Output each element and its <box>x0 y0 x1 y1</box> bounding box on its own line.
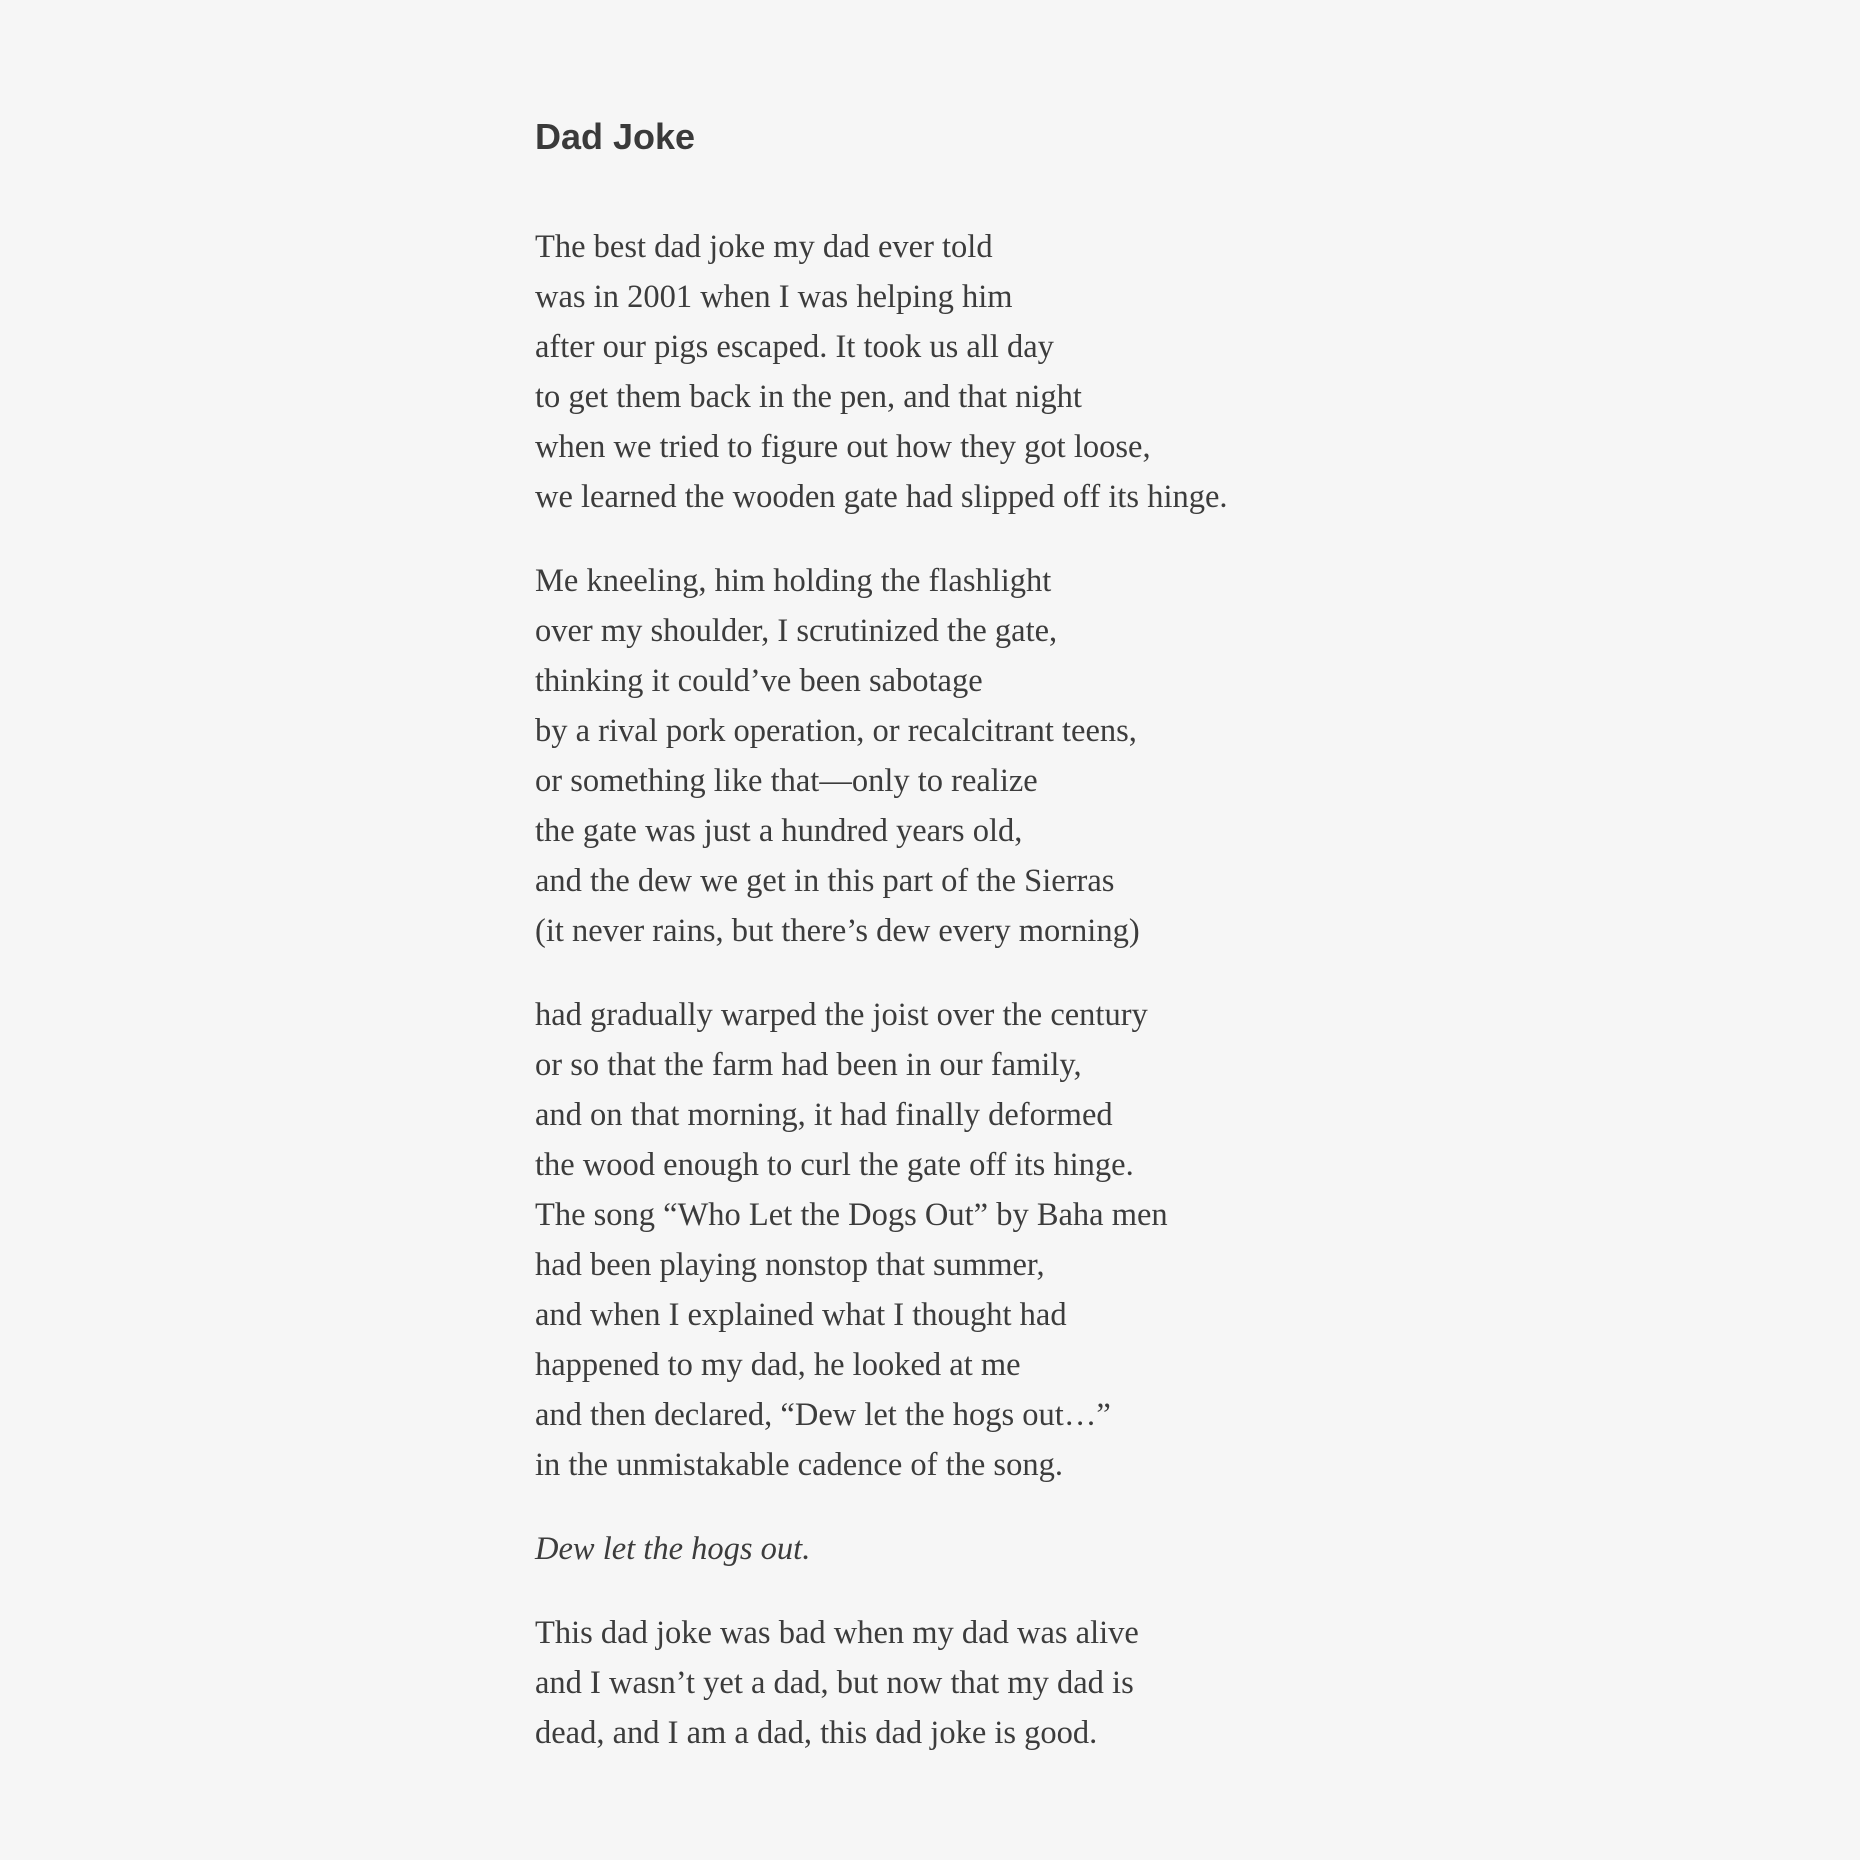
stanza <box>535 1524 1228 1574</box>
poem-line: and on that morning, it had finally deformed <box>535 1097 1113 1133</box>
poem-line: dead, and I am a dad, this dad joke is good. <box>535 1715 1098 1751</box>
poem-line: to get them back in the pen, and that night <box>535 379 1082 415</box>
poem-line: the gate was just a hundred years old, <box>535 813 1023 849</box>
poem-line: we learned the wooden gate had slipped off its hinge. <box>535 479 1228 515</box>
poem-line: or something like that—only to realize <box>535 763 1038 799</box>
poem-title: Dad Joke <box>535 116 696 157</box>
poem-line: and the dew we get in this part of the Sierras <box>535 863 1115 899</box>
poem-line: or so that the farm had been in our family, <box>535 1047 1082 1083</box>
poem-line: Dew let the hogs out. <box>535 1531 811 1567</box>
poem-line: had been playing nonstop that summer, <box>535 1247 1045 1283</box>
stanza <box>535 1608 1228 1758</box>
stanza <box>535 222 1228 522</box>
poem-line: and I wasn’t yet a dad, but now that my dad is <box>535 1665 1134 1701</box>
poem-line: when we tried to figure out how they got loose, <box>535 429 1151 465</box>
poem-line: Me kneeling, him holding the flashlight <box>535 563 1052 599</box>
poem-line: by a rival pork operation, or recalcitrant teens, <box>535 713 1137 749</box>
poem-line: and when I explained what I thought had <box>535 1297 1067 1333</box>
poem-line: was in 2001 when I was helping him <box>535 279 1013 315</box>
poem-line: the wood enough to curl the gate off its hinge. <box>535 1147 1134 1183</box>
poem-line: in the unmistakable cadence of the song. <box>535 1447 1063 1483</box>
poem-line: The best dad joke my dad ever told <box>535 229 993 265</box>
poem-line: thinking it could’ve been sabotage <box>535 663 983 699</box>
poem-line: This dad joke was bad when my dad was alive <box>535 1615 1139 1651</box>
stanza <box>535 990 1228 1490</box>
poem-line: had gradually warped the joist over the century <box>535 997 1148 1033</box>
poem-body <box>535 222 1228 1792</box>
poem-line: after our pigs escaped. It took us all day <box>535 329 1054 365</box>
poem-line: (it never rains, but there’s dew every morning) <box>535 913 1140 949</box>
poem-line: The song “Who Let the Dogs Out” by Baha men <box>535 1197 1168 1233</box>
poem-line: happened to my dad, he looked at me <box>535 1347 1021 1383</box>
stanza <box>535 556 1228 956</box>
poem-line: over my shoulder, I scrutinized the gate, <box>535 613 1058 649</box>
poem-line: and then declared, “Dew let the hogs out…” <box>535 1397 1111 1433</box>
